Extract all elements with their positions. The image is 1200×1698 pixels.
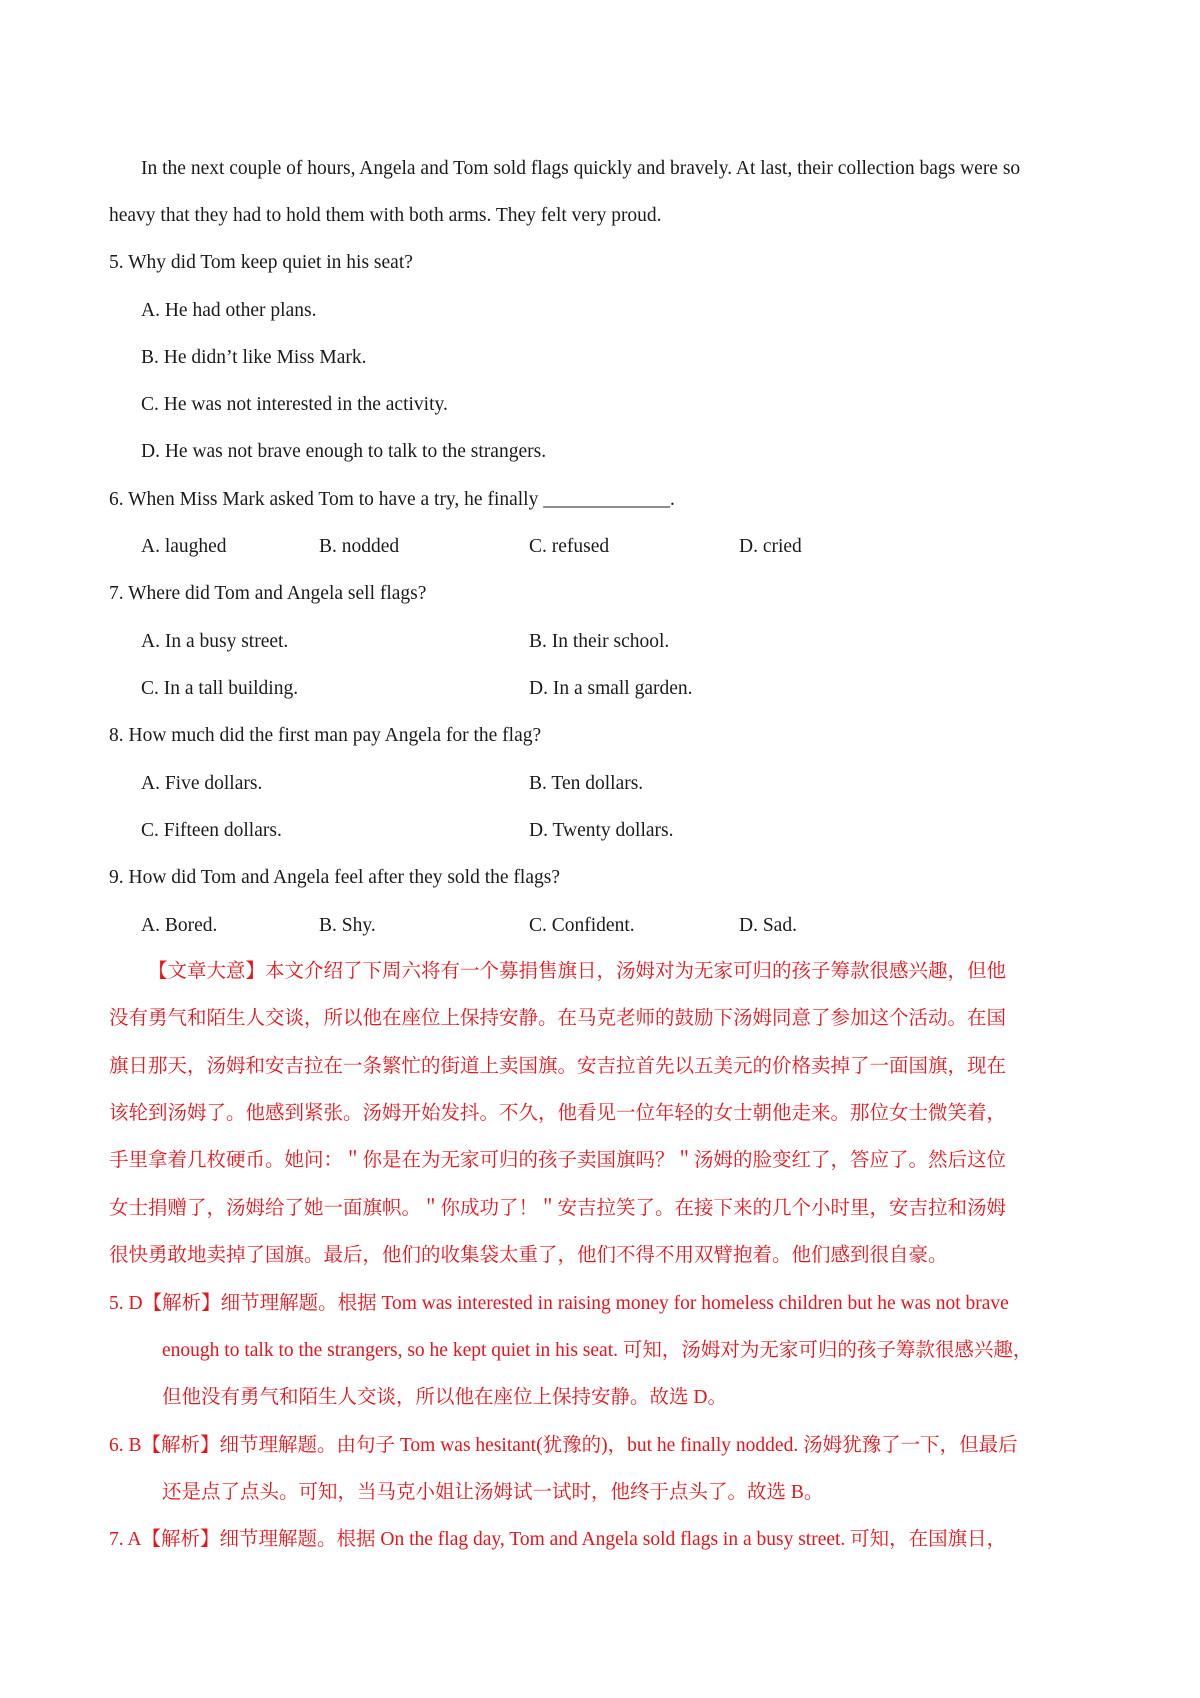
passage-line: heavy that they had to hold them with both arms. They felt very proud. [109,205,662,226]
summary-line: 旗日那天，汤姆和安吉拉在一条繁忙的街道上卖国旗。安吉拉首先以五美元的价格卖掉了一面国旗，现在 [109,1056,1007,1077]
answer-option: B. Ten dollars. [529,773,644,794]
answer-option: C. He was not interested in the activity. [141,394,448,415]
summary-line: 女士捐赠了，汤姆给了她一面旗帜。＂你成功了！＂安吉拉笑了。在接下来的几个小时里，安吉拉和汤姆 [109,1198,1007,1219]
answer-option: A. laughed [141,536,227,557]
answer-option: A. He had other plans. [141,300,317,321]
summary-line: 没有勇气和陌生人交谈，所以他在座位上保持安静。在马克老师的鼓励下汤姆同意了参加这个活动。在国 [109,1008,1007,1029]
answer-explanation-line: 但他没有勇气和陌生人交谈，所以他在座位上保持安静。故选 D。 [162,1387,727,1408]
answer-option: C. refused [529,536,610,557]
answer-option: A. Bored. [141,915,218,936]
answer-option: D. cried [739,536,802,557]
question-stem: 8. How much did the first man pay Angela for the flag? [109,725,542,746]
question-stem: 9. How did Tom and Angela feel after they sold the flags? [109,867,560,888]
passage-line: In the next couple of hours, Angela and Tom sold flags quickly and bravely. At last, their collection bags were so [141,158,1021,179]
answer-option: C. Fifteen dollars. [141,820,282,841]
summary-line: 该轮到汤姆了。他感到紧张。汤姆开始发抖。不久，他看见一位年轻的女士朝他走来。那位女士微笑着， [109,1103,1007,1124]
question-stem: 5. Why did Tom keep quiet in his seat? [109,252,413,273]
answer-option: D. Twenty dollars. [529,820,674,841]
summary-line: 很快勇敢地卖掉了国旗。最后，他们的收集袋太重了，他们不得不用双臂抱着。他们感到很自豪。 [109,1245,948,1266]
answer-explanation-line: enough to talk to the strangers, so he kept quiet in his seat. 可知，汤姆对为无家可归的孩子筹款很感兴趣， [162,1340,1033,1361]
summary-line: 【文章大意】本文介绍了下周六将有一个募捐售旗日，汤姆对为无家可归的孩子筹款很感兴趣，但他 [148,961,1007,982]
answer-option: D. Sad. [739,915,797,936]
answer-option: A. Five dollars. [141,773,263,794]
question-stem: 6. When Miss Mark asked Tom to have a try, he finally _____________. [109,489,675,510]
answer-explanation-line: 5. D【解析】细节理解题。根据 Tom was interested in raising money for homeless children but he was not brave [109,1293,1009,1314]
answer-option: B. Shy. [319,915,376,936]
answer-option: A. In a busy street. [141,631,289,652]
answer-explanation-line: 7. A【解析】细节理解题。根据 On the flag day, Tom and Angela sold flags in a busy street. 可知，在国旗日， [109,1529,1007,1550]
answer-option: C. In a tall building. [141,678,299,699]
question-stem: 7. Where did Tom and Angela sell flags? [109,583,427,604]
answer-explanation-line: 6. B【解析】细节理解题。由句子 Tom was hesitant(犹豫的)，but he finally nodded. 汤姆犹豫了一下，但最后 [109,1435,1018,1456]
answer-option: B. nodded [319,536,400,557]
answer-option: B. He didn’t like Miss Mark. [141,347,367,368]
answer-option: D. In a small garden. [529,678,693,699]
answer-option: D. He was not brave enough to talk to the strangers. [141,441,547,462]
answer-option: B. In their school. [529,631,670,652]
summary-line: 手里拿着几枚硬币。她问：＂你是在为无家可归的孩子卖国旗吗？＂汤姆的脸变红了，答应了。然后这位 [109,1150,1007,1171]
answer-option: C. Confident. [529,915,635,936]
answer-explanation-line: 还是点了点头。可知，当马克小姐让汤姆试一试时，他终于点头了。故选 B。 [162,1482,824,1503]
